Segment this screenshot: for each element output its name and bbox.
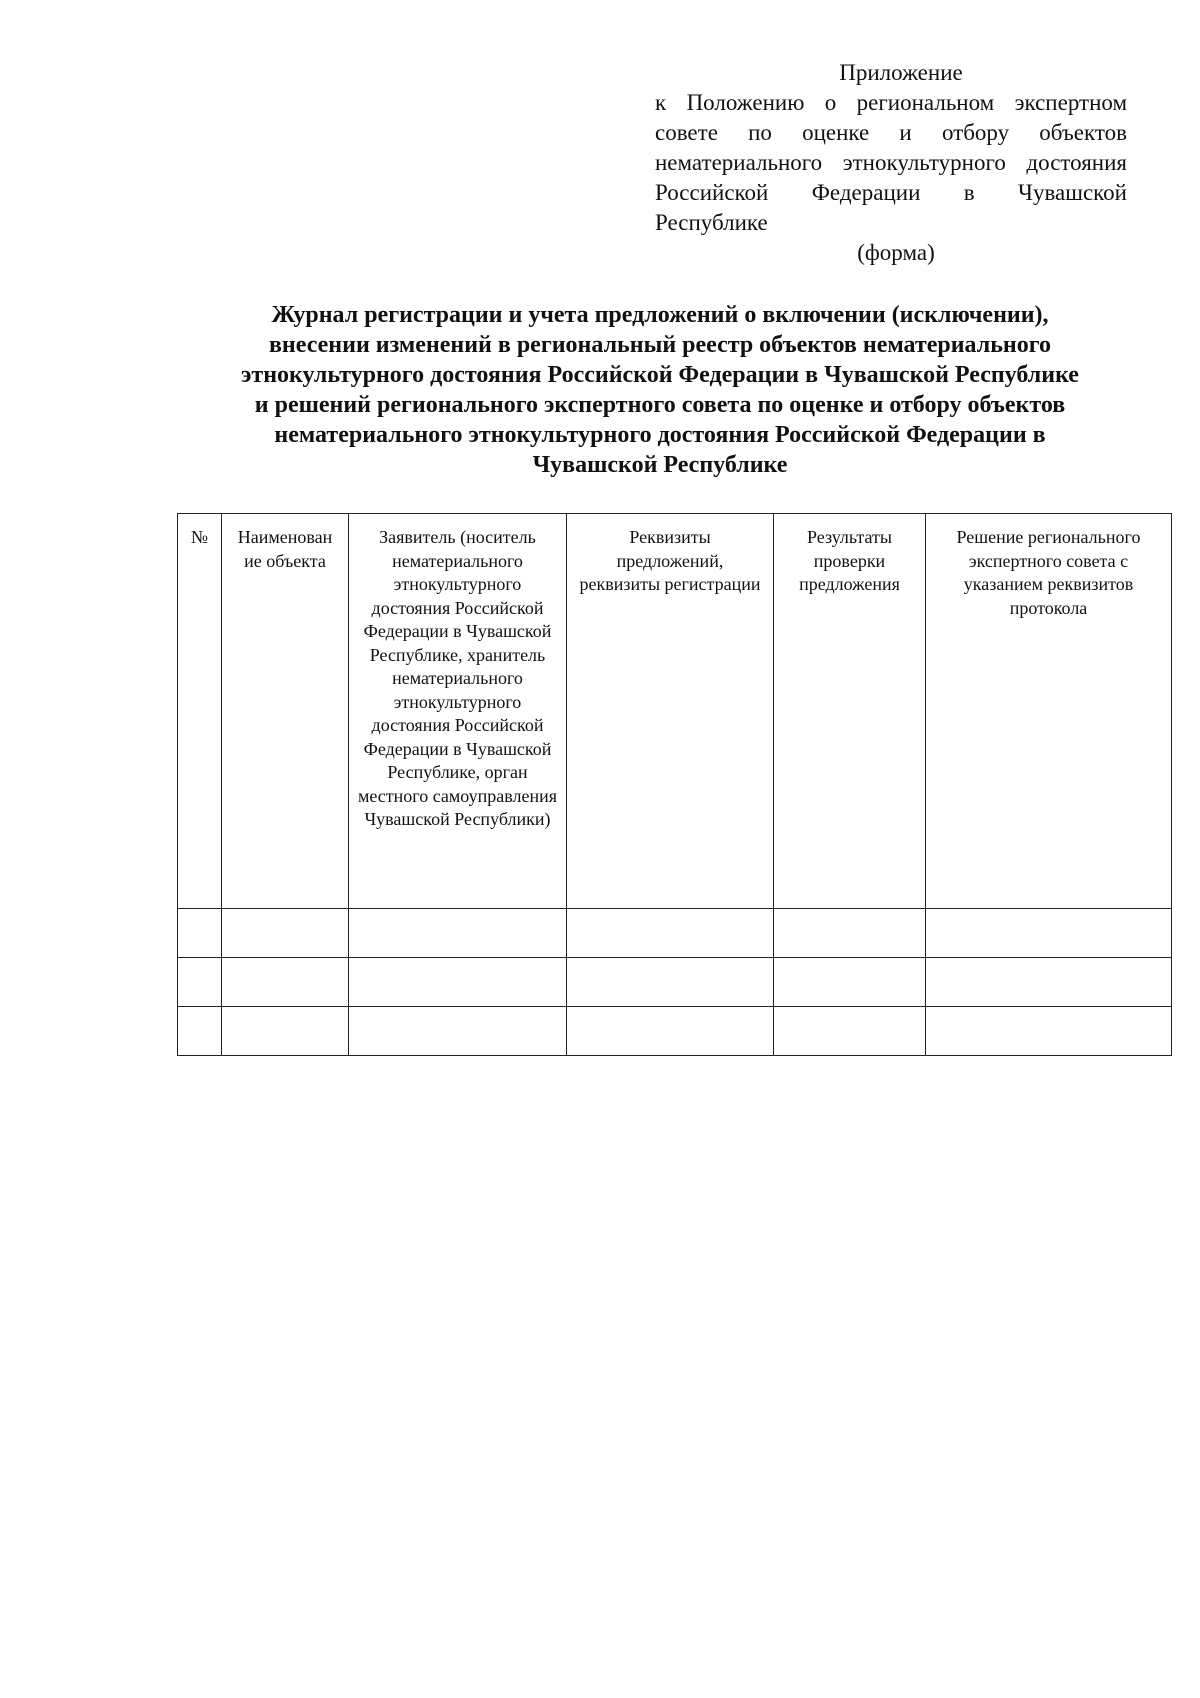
title-line: этнокультурного достояния Российской Федерации в Чувашской Республике: [241, 362, 1079, 388]
table-cell: [178, 1007, 222, 1056]
table-cell: [774, 1007, 926, 1056]
title-line: Чувашской Республике: [532, 452, 788, 478]
appendix-text: к Положению о региональном экспертном совете по оценке и отбору объектов нематериального этнокультурного достояния Российской Федерации в Чувашской Республике: [655, 90, 1127, 235]
table-cell: [774, 958, 926, 1007]
table-cell: [349, 909, 567, 958]
table-cell: [222, 958, 349, 1007]
table-cell: [567, 909, 774, 958]
table-cell: [222, 909, 349, 958]
column-header-applicant: Заявитель (носитель нематериального этнокультурного достояния Российской Федерации в Чувашской Республике, хранитель нематериального этнокультурного достояния Российской Федерации в Чувашской Республике, орган местного самоуправления Чувашской Республики): [349, 514, 567, 909]
table-cell: [567, 1007, 774, 1056]
table-cell: [926, 909, 1172, 958]
column-header-council-decision: Решение регионального экспертного совета с указанием реквизитов протокола: [926, 514, 1172, 909]
document-title: [160, 300, 1160, 480]
column-header-proposal-details: Реквизиты предложений, реквизиты регистрации: [567, 514, 774, 909]
column-header-object-name: Наименован ие объекта: [222, 514, 349, 909]
table-row: [178, 958, 1172, 1007]
table-cell: [222, 1007, 349, 1056]
table-cell: [178, 958, 222, 1007]
table-cell: [774, 909, 926, 958]
column-header-number: №: [178, 514, 222, 909]
table-cell: [567, 958, 774, 1007]
journal-table: [177, 513, 1172, 1056]
title-line: внесении изменений в региональный реестр объектов нематериального: [268, 332, 1052, 358]
table-cell: [349, 958, 567, 1007]
table-cell: [926, 958, 1172, 1007]
table-cell: [926, 1007, 1172, 1056]
table-cell: [178, 909, 222, 958]
title-line: Журнал регистрации и учета предложений о включении (исключении),: [271, 302, 1049, 328]
form-label: (форма): [857, 240, 935, 265]
table-row: [178, 909, 1172, 958]
table-cell: [349, 1007, 567, 1056]
title-line: нематериального этнокультурного достояния Российской Федерации в: [274, 422, 1046, 448]
appendix-block: [655, 58, 1127, 268]
column-header-check-results: Результаты проверки предложения: [774, 514, 926, 909]
table-row: [178, 1007, 1172, 1056]
table-header-row: [178, 514, 1172, 909]
title-line: и решений регионального экспертного совета по оценке и отбору объектов: [254, 392, 1066, 418]
appendix-heading: Приложение: [839, 60, 963, 85]
